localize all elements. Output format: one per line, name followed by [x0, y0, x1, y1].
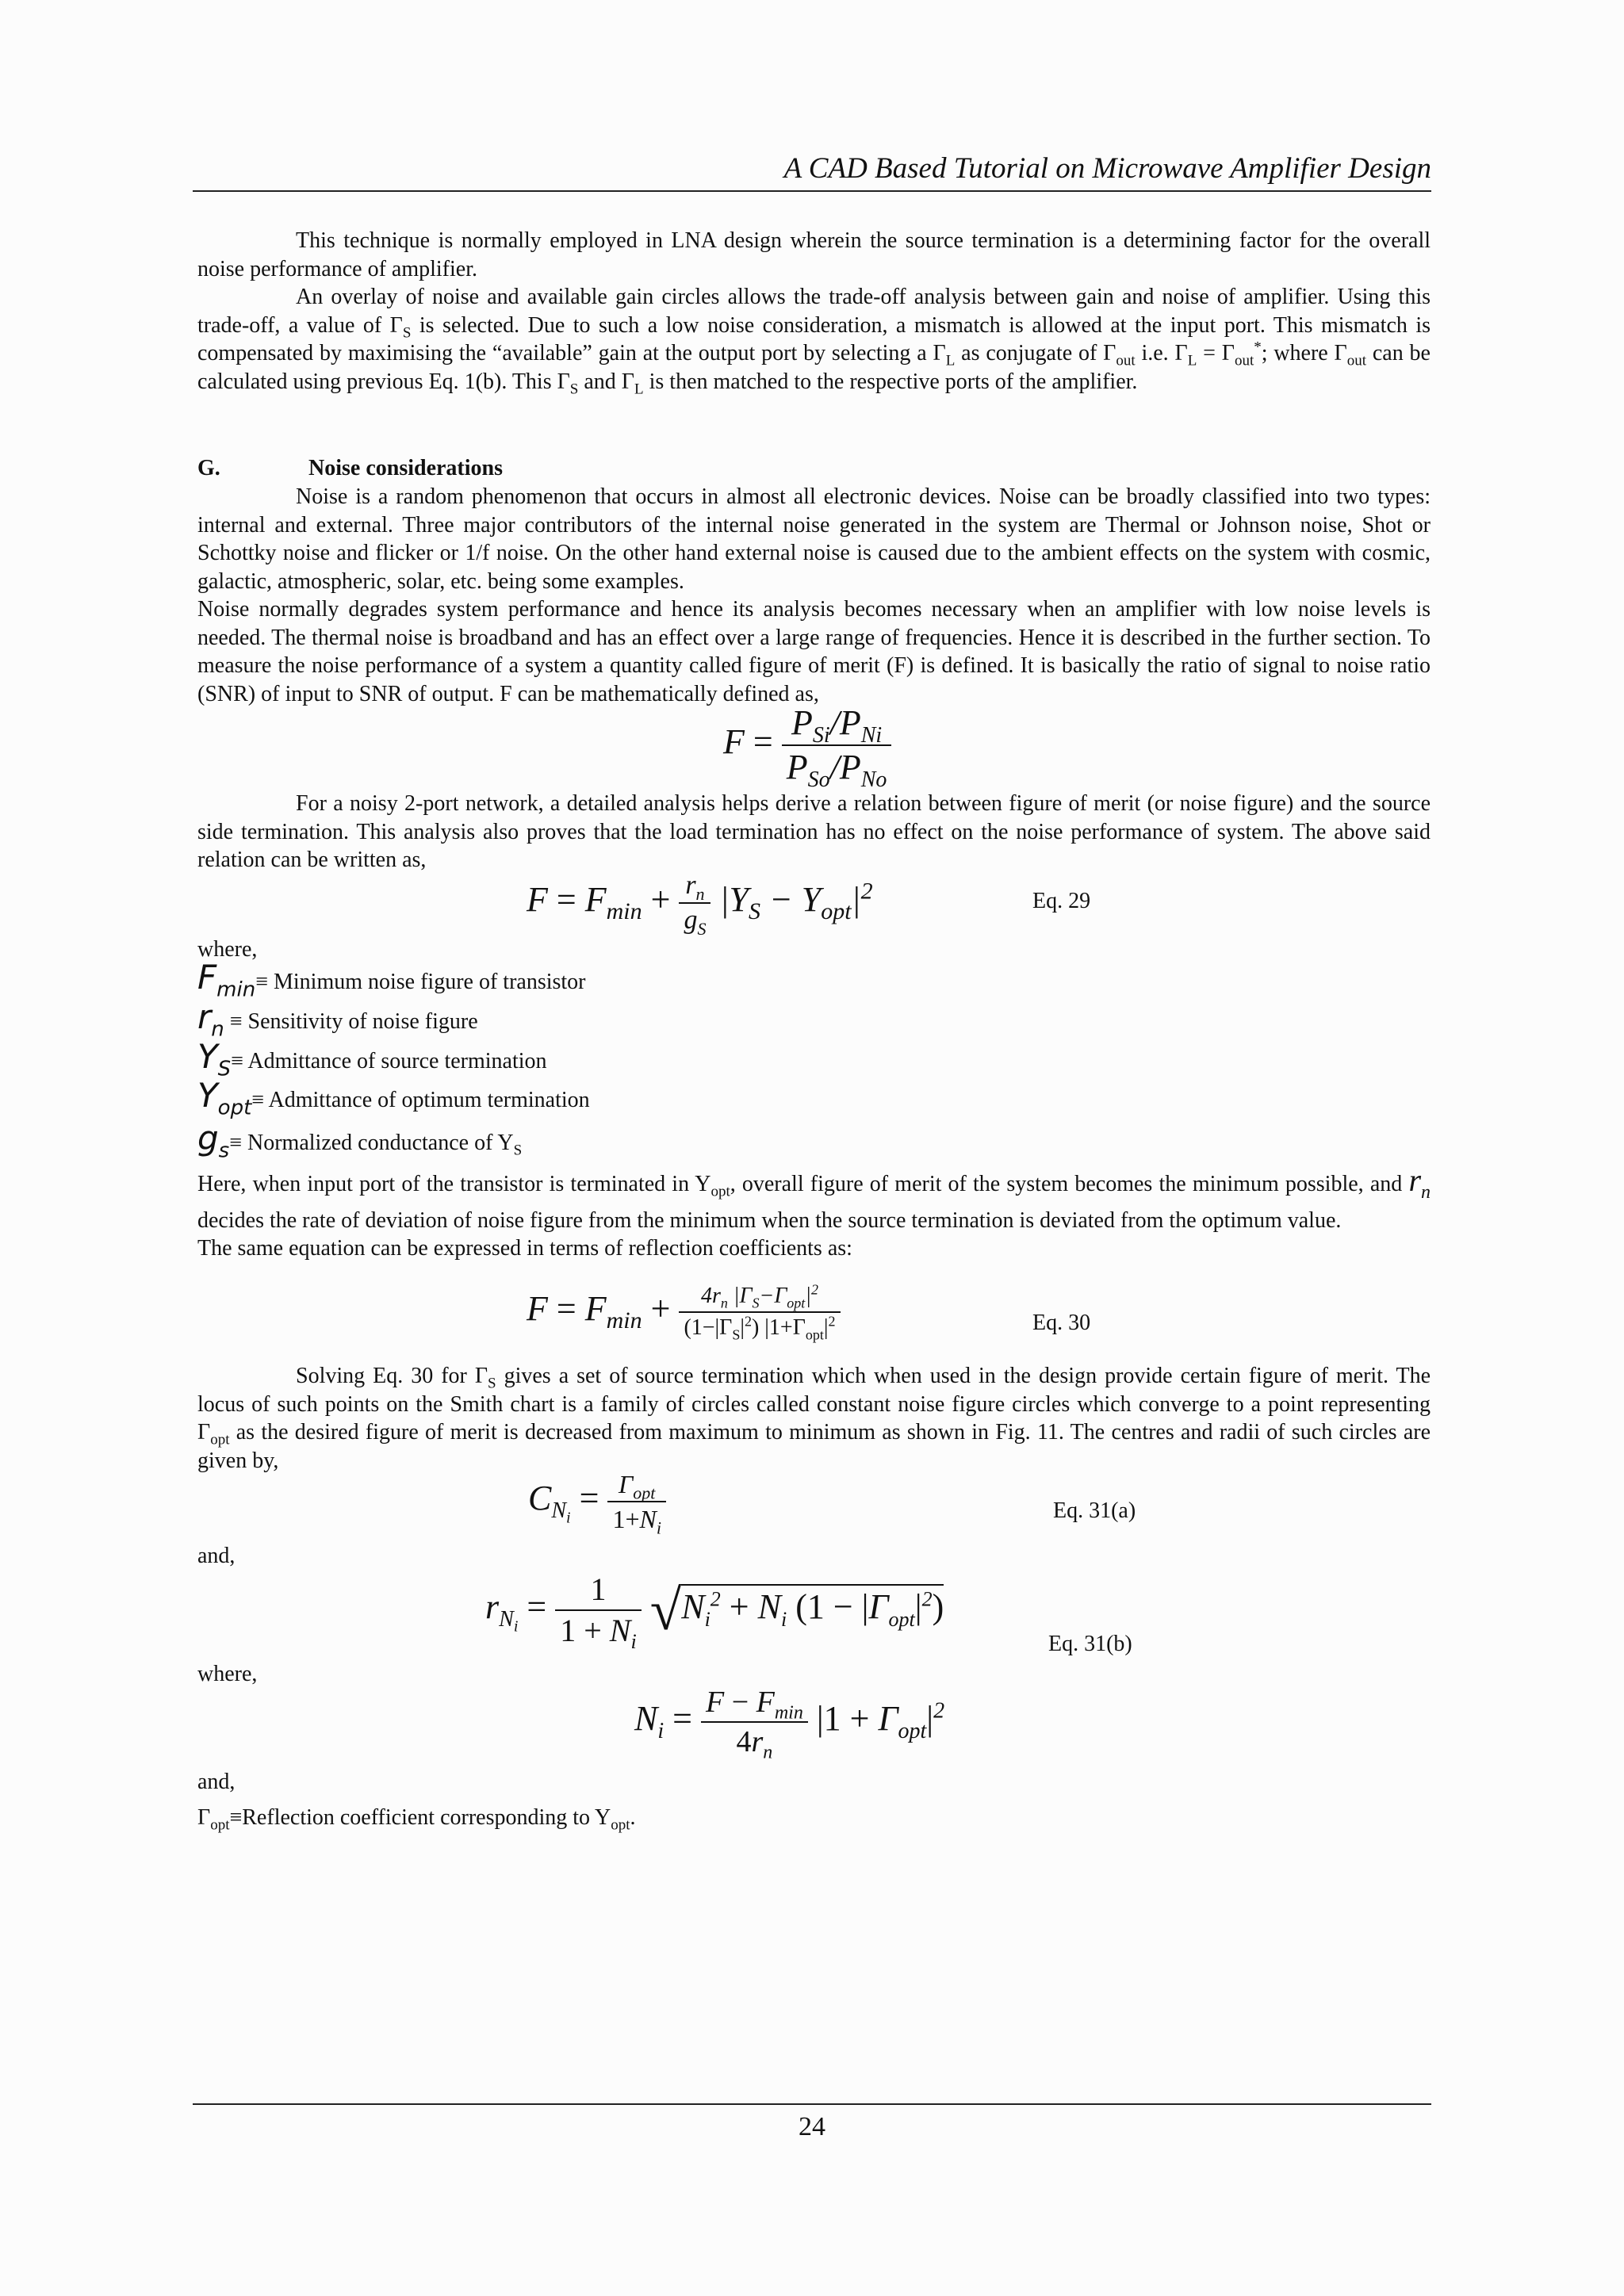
- equation-29-label: Eq. 29: [1032, 889, 1091, 913]
- gamma-opt-definition: $\Gamma_{opt}\equiv Reflection$ coefficient corresponding to $Y_{opt}$.: [197, 1805, 636, 1834]
- intro-block: [197, 227, 1431, 396]
- paragraph-solving-block: [197, 1362, 1431, 1475]
- equation-31a-label: Eq. 31(a): [1053, 1498, 1136, 1523]
- paragraph-noise-intro: Noise is a random phenomenon that occurs in almost all electronic devices. Noise can be broadly classified into two types: internal and external. Three major contributors of the internal noise generated in the system are Thermal or Johnson noise, Shot or Schottky noise and flicker or 1/f noise. On the other hand external noise is caused due to the ambient effects on the system with cosmic, galactic, atmospheric, solar, etc. being some examples.: [197, 484, 1431, 594]
- section-title: Noise considerations: [308, 456, 503, 480]
- fmin-symbol: $F_{min}$: [197, 958, 256, 1002]
- page-number: 24: [799, 2112, 825, 2141]
- noise-block: [197, 483, 1431, 708]
- footer-rule: [193, 2103, 1431, 2105]
- header-rule: [193, 190, 1431, 192]
- intro-paragraph-1: This technique is normally employed in LNA design wherein the source termination is a determining factor for the overall noise performance of amplifier.: [197, 228, 1431, 281]
- paragraph-solving: Solving Eq. 30 for $\Gamma_S$ gives a set of source termination which when used in the design provide certain figure of merit. The locus of such points on the Smith chart is a family of circles called constant noise figure circles which converge to a point representing $\Gamma_{opt}$ as the desired figure of merit is decreased from maximum to minimum as shown in Fig. 11. The centres and radii of such circles are given by,: [197, 1364, 1431, 1473]
- and-label-2: and,: [197, 1770, 236, 1794]
- paragraph-yopt-block: [197, 1162, 1431, 1263]
- intro-paragraph-2: An overlay of noise and available gain circles allows the trade-off analysis between gain and noise of amplifier. Using this trade-off, a value of $\Gamma_S$ is selected. Due to such a low noise consideration, a mismatch is allowed at the input port. This mismatch is compensated by maximising the “available” gain at the output port by selecting a $\Gamma_L$ as conjugate of $\Gamma_{out}$ i.e. $\Gamma_L = \Gamma_{out}^*$; where $\Gamma_{out}$ can be calculated using previous Eq. 1(b). This $\Gamma_S$ and $\Gamma_L$ is then matched to the respective ports of the amplifier.: [197, 285, 1431, 398]
- equation-29: $F = F_{min}$ + $\frac{r_n}{g_S}$ $|Y_S - Y_{opt}|^2$: [527, 871, 873, 939]
- equation-31b-label: Eq. 31(b): [1048, 1632, 1132, 1656]
- definition-fmin: $F_{min}\equiv$ Minimum noise figure of transistor: [197, 958, 586, 1002]
- paragraph-figure-of-merit: Noise normally degrades system performance and hence its analysis becomes necessary when an amplifier with low noise levels is needed. The thermal noise is broadband and has an effect over a large range of frequencies. Hence it is described in the further section. To measure the noise performance of a system a quantity called figure of merit (F) is defined. It is basically the ratio of signal to noise ratio (SNR) of input to SNR of output. F can be mathematically defined as,: [197, 597, 1431, 706]
- definition-rn: $r_n$ ≡ Sensitivity of noise figure: [197, 997, 478, 1042]
- equation-31a: $C_{N_i}$ = $\frac{\Gamma_{opt}}{1+N_i}$: [528, 1469, 666, 1534]
- equation-ni: $N_i$ = $\frac{F - F_{min}}{4r_n}$ $|1 + \Gamma_{opt}|^2$: [634, 1686, 945, 1763]
- where-label-2: where,: [197, 1662, 258, 1686]
- rn-symbol: $r_n$: [197, 997, 224, 1042]
- section-heading: [197, 454, 503, 483]
- paragraph-2port: For a noisy 2-port network, a detailed analysis helps derive a relation between figure of merit (or noise figure) and the source side termination. This analysis also proves that the load termination has no effect on the noise performance of system. The above said relation can be written as,: [197, 791, 1431, 872]
- definition-gs: $g_s\equiv$ Normalized conductance of $Y_S$: [197, 1119, 523, 1163]
- paragraph-reflection: The same equation can be expressed in terms of reflection coefficients as:: [197, 1236, 852, 1261]
- equation-figure-of-merit: F = $\frac{P_{Si}/P_{Ni}}{P_{So}/P_{No}}$: [723, 703, 891, 787]
- and-label-1: and,: [197, 1544, 236, 1568]
- where-label: where,: [197, 937, 258, 962]
- definition-ys: $Y_S\equiv$ Admittance of source termination: [197, 1037, 547, 1081]
- ys-symbol: $Y_S$: [197, 1037, 232, 1081]
- rn-inline-symbol: $r_n$: [1408, 1162, 1431, 1203]
- yopt-symbol: $Y_{opt}$: [197, 1076, 252, 1120]
- running-header: A CAD Based Tutorial on Microwave Amplifier Design: [783, 152, 1431, 185]
- paragraph-2port-block: [197, 790, 1431, 874]
- gs-symbol: $g_s$: [197, 1119, 230, 1163]
- equation-31b: $r_{N_i}$ = $\frac{1}{1 + N_i}$ $√N_i^2 + N_i$ $(1 - |\Gamma_{opt}|^2)$: [485, 1571, 944, 1653]
- equation-30-label: Eq. 30: [1032, 1311, 1091, 1335]
- definition-yopt: $Y_{opt}\equiv$ Admittance of optimum termination: [197, 1076, 590, 1120]
- paragraph-yopt: Here, when input port of the transistor is terminated in $Y_{opt}$, overall figure of merit of the system becomes the minimum possible, and $r_n$ decides the rate of deviation of noise figure from the minimum when the source termination is deviated from the optimum value.: [197, 1162, 1431, 1233]
- section-number: G.: [197, 456, 220, 480]
- equation-30: $F = F_{min}$ + $\frac{4r_n |\Gamma_S-\Gamma_{opt}|^2}{(1-|\Gamma_S|^2) |1+\Gamma_{opt}|^2}$: [527, 1283, 841, 1341]
